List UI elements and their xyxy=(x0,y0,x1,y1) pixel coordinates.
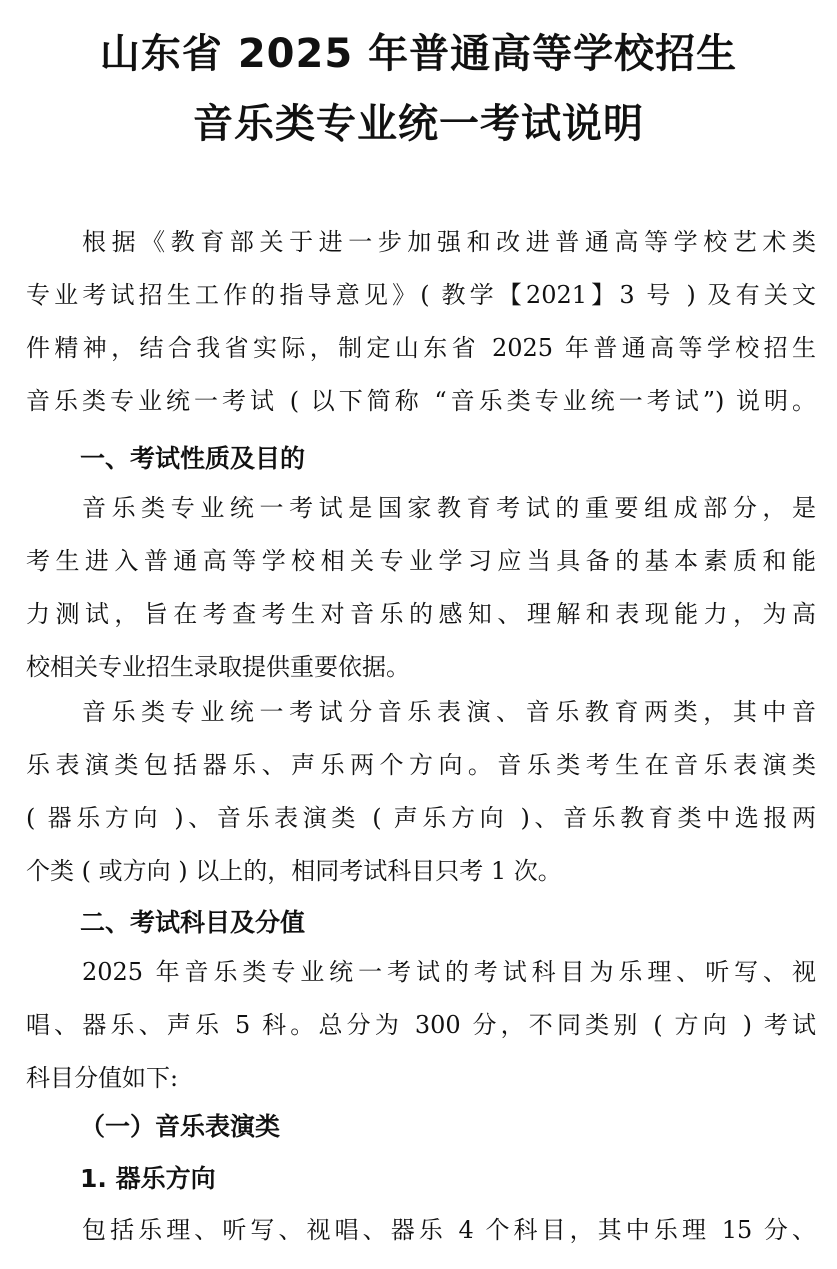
section1-para2-line: 乐表演类包括器乐、声乐两个方向。音乐类考生在音乐表演类 xyxy=(26,751,816,779)
section1-paragraph1 xyxy=(26,482,816,694)
section1-para2-line: 个类 ( 或方向 ) 以上的，相同考试科目只考 1 次。 xyxy=(26,857,562,885)
section1-para1-line: 考生进入普通高等学校相关专业学习应当具备的基本素质和能 xyxy=(26,547,816,575)
section2-para-line: 唱、器乐、声乐 5 科。总分为 300 分，不同类别 ( 方向 ) 考试 xyxy=(26,1011,816,1039)
section2-para-line: 科目分值如下: xyxy=(26,1064,179,1092)
section2-para-line: 2025 年音乐类专业统一考试的考试科目为乐理、听写、视 xyxy=(82,958,816,986)
intro-paragraph xyxy=(26,216,816,428)
document-title-line1: 山东省 2025 年普通高等学校招生 xyxy=(99,31,738,77)
section1-paragraph2 xyxy=(26,686,816,898)
section1-para1-line: 力测试，旨在考查考生对音乐的感知、理解和表现能力，为高 xyxy=(26,600,816,628)
section1-para2-line: 音乐类专业统一考试分音乐表演、音乐教育两类，其中音 xyxy=(82,698,816,726)
item1-heading: 1. 器乐方向 xyxy=(80,1164,216,1193)
intro-line: 根据《教育部关于进一步加强和改进普通高等学校艺术类 xyxy=(82,228,816,256)
section1-para1-line: 音乐类专业统一考试是国家教育考试的重要组成部分，是 xyxy=(82,494,816,522)
intro-line: 专业考试招生工作的指导意见》( 教学【2021】3 号 ) 及有关文 xyxy=(26,281,816,309)
section2-paragraph xyxy=(26,946,816,1105)
section1-para1-line: 校相关专业招生录取提供重要依据。 xyxy=(26,653,410,681)
section1-heading: 一、考试性质及目的 xyxy=(80,444,306,473)
document-title-line2: 音乐类专业统一考试说明 xyxy=(193,101,644,147)
section1-para2-line: ( 器乐方向 )、音乐表演类 ( 声乐方向 )、音乐教育类中选报两 xyxy=(26,804,816,832)
section2-heading: 二、考试科目及分值 xyxy=(80,908,306,937)
item1-para-line: 包括乐理、听写、视唱、器乐 4 个科目，其中乐理 15 分、 xyxy=(82,1216,816,1244)
intro-line: 音乐类专业统一考试 ( 以下简称 “音乐类专业统一考试”) 说明。 xyxy=(26,387,816,415)
item1-paragraph xyxy=(26,1204,816,1257)
subsection1-heading: （一）音乐表演类 xyxy=(80,1112,281,1141)
intro-line: 件精神，结合我省实际，制定山东省 2025 年普通高等学校招生 xyxy=(26,334,816,362)
